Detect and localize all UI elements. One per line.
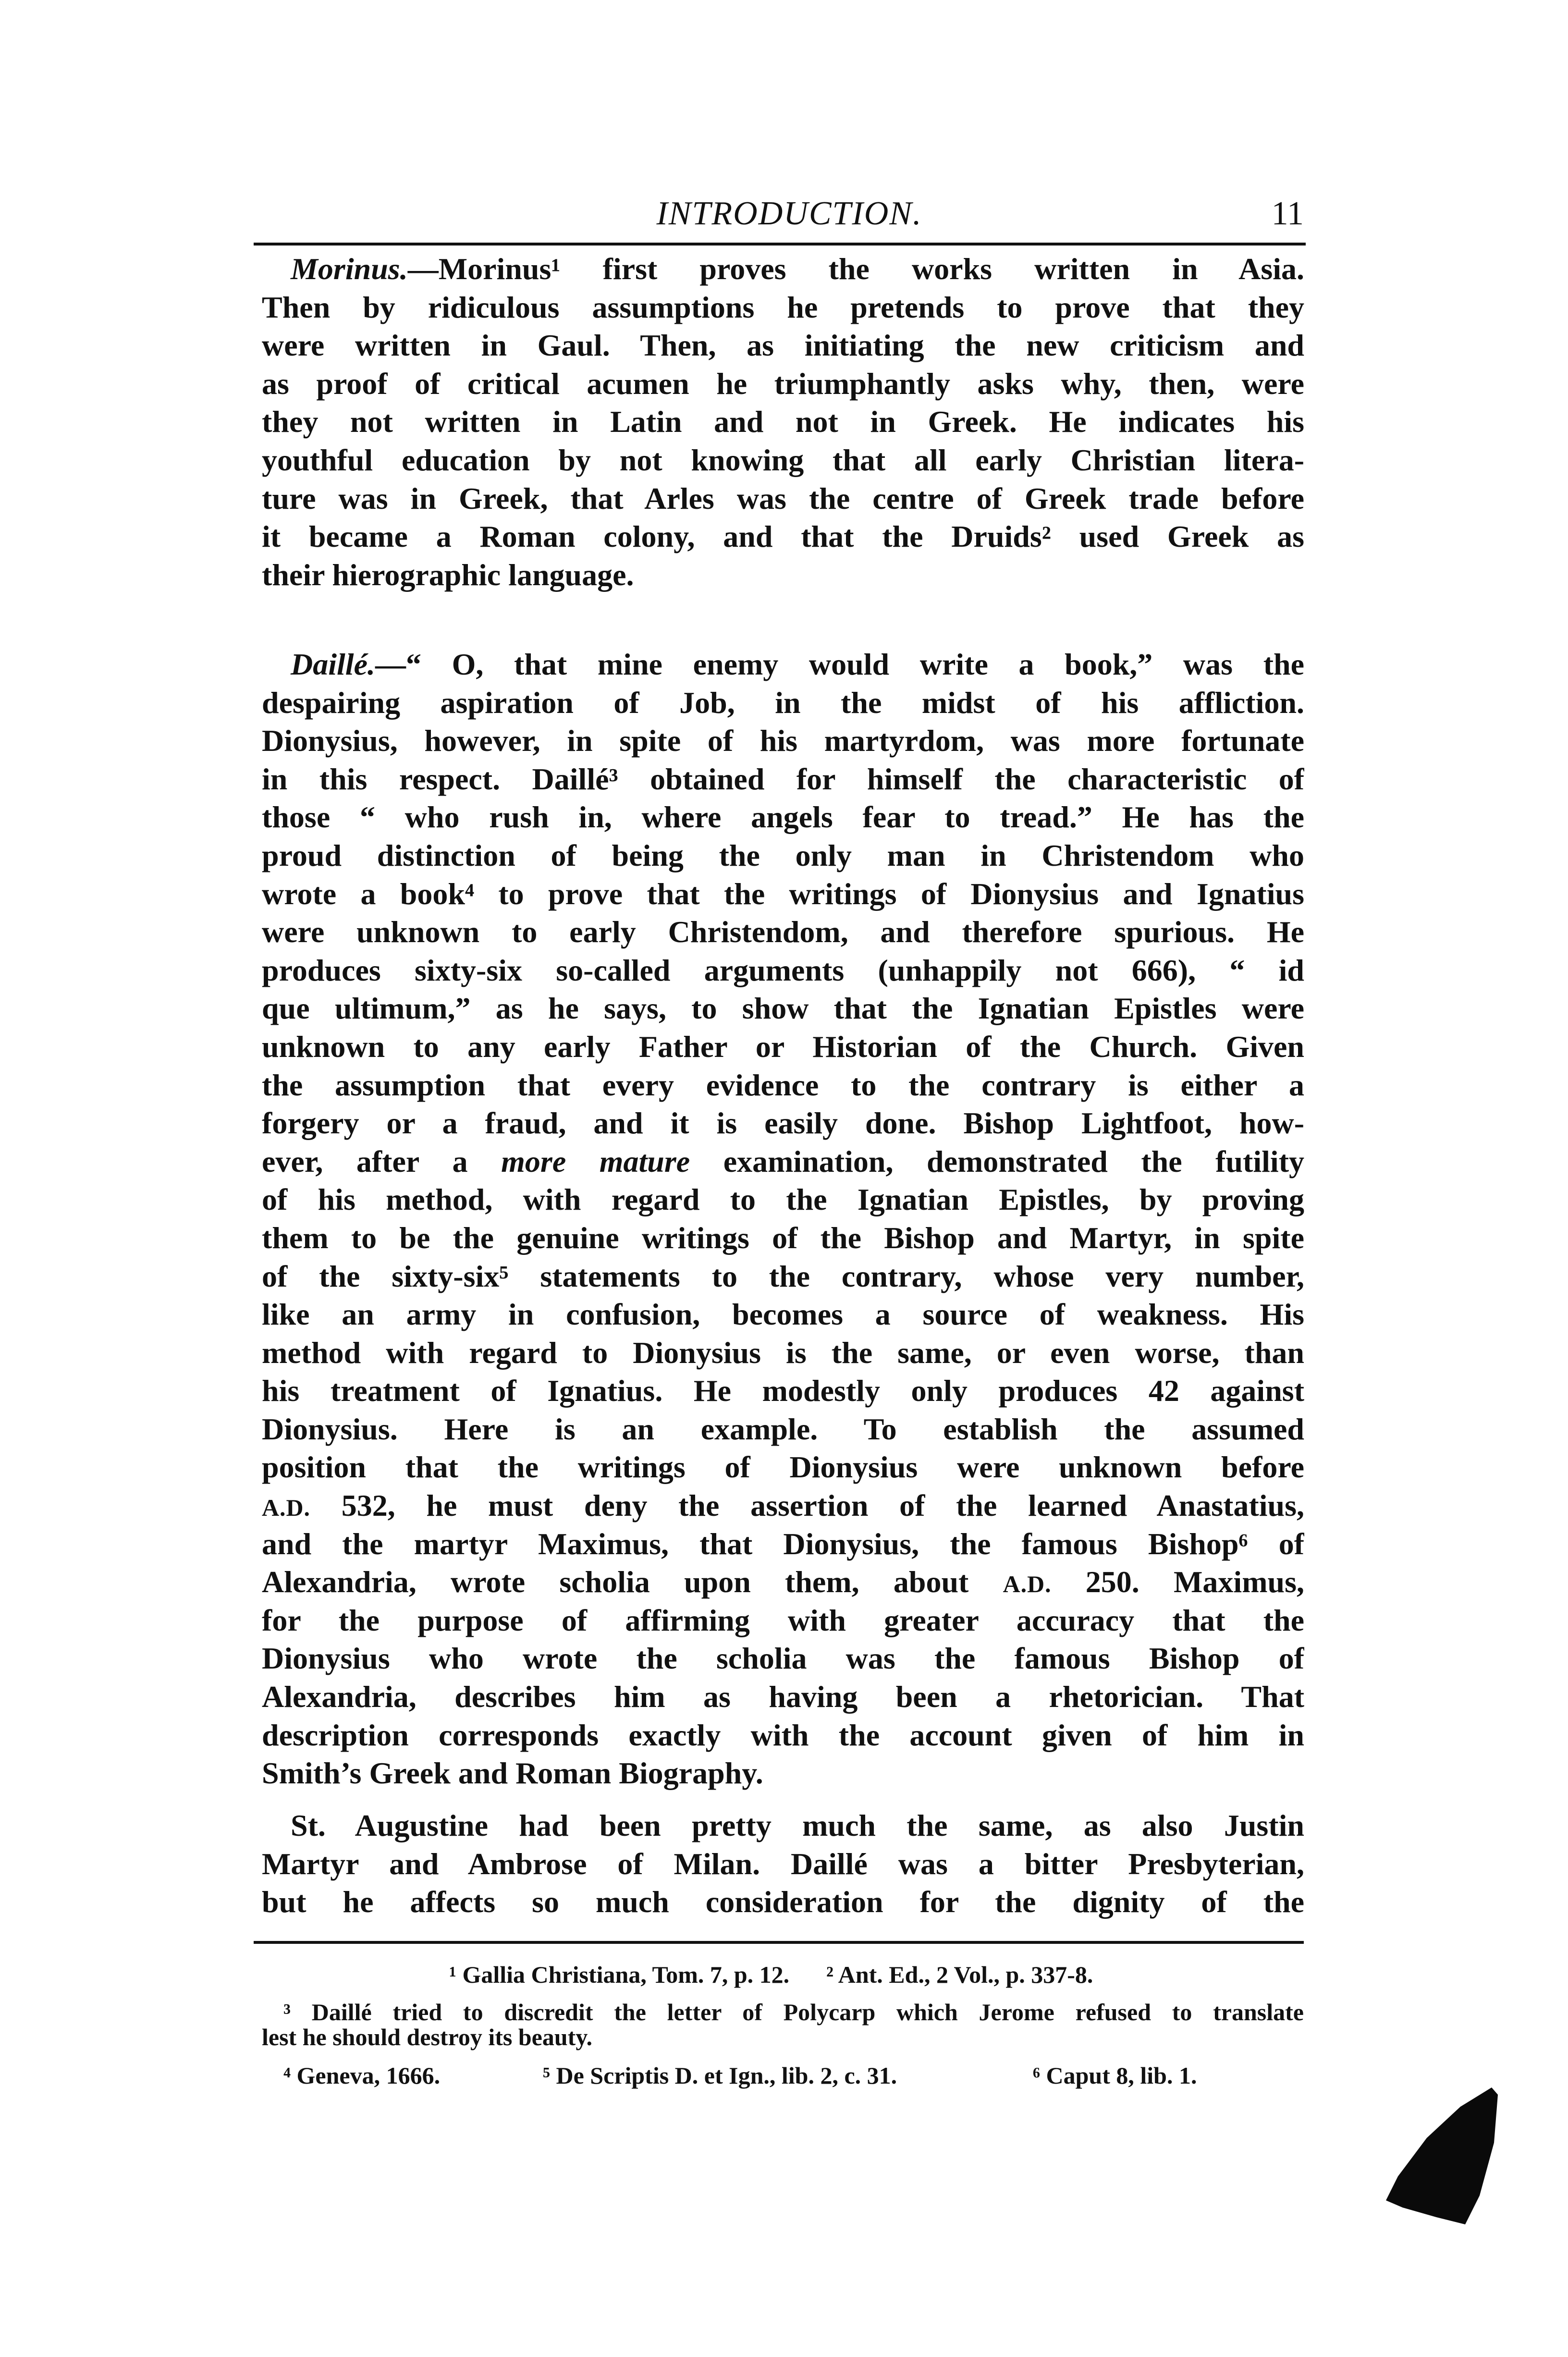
text-segment: of his method, with regard to the Ignatian Epistles, by proving xyxy=(262,1182,1304,1217)
text-segment: as proof of critical acumen he triumphantly asks why, then, were xyxy=(262,366,1304,401)
text-line xyxy=(262,288,1304,327)
text-line xyxy=(262,1486,1304,1525)
text-segment: Dionysius, however, in spite of his martyrdom, was more fortunate xyxy=(262,724,1304,758)
text-line xyxy=(262,326,1304,365)
text-segment: description corresponds exactly with the account given of him in xyxy=(262,1718,1304,1752)
text-line xyxy=(262,1219,1304,1257)
ink-smudge xyxy=(1384,2085,1499,2229)
text-line xyxy=(262,951,1304,990)
footnote-rule xyxy=(254,1941,1304,1944)
text-line xyxy=(262,1295,1304,1334)
text-line xyxy=(262,250,1304,288)
text-line xyxy=(262,645,1304,684)
footnote-1: ¹ Gallia Christiana, Tom. 7, p. 12. xyxy=(449,1961,790,1988)
text-line xyxy=(262,1563,1304,1601)
text-segment: que ultimum,” as he says, to show that the Ignatian Epistles were xyxy=(262,991,1304,1026)
text-segment: unknown to any early Father or Historian of the Church. Given xyxy=(262,1029,1304,1064)
italic-text: Morinus. xyxy=(291,252,408,286)
text-segment: examination, demonstrated the futility xyxy=(690,1144,1304,1178)
text-line xyxy=(262,365,1304,403)
text-segment: his treatment of Ignatius. He modestly only produces 42 against xyxy=(262,1374,1304,1408)
text-line xyxy=(262,875,1304,913)
text-segment: ture was in Greek, that Arles was the centre of Greek trade before xyxy=(262,481,1304,516)
text-segment: 532, he must deny the assertion of the learned Anastatius, xyxy=(310,1488,1304,1523)
text-line xyxy=(262,1754,1304,1792)
footnote-6: ⁶ Caput 8, lib. 1. xyxy=(1033,2062,1197,2089)
text-segment: and the martyr Maximus, that Dionysius, the famous Bishop⁶ of xyxy=(262,1526,1304,1561)
page-number: 11 xyxy=(1271,195,1304,232)
text-line xyxy=(262,760,1304,798)
text-segment: were written in Gaul. Then, as initiating the new criticism and xyxy=(262,328,1304,363)
text-line xyxy=(262,479,1304,518)
text-segment: but he affects so much consideration for the dignity of the xyxy=(262,1885,1304,1919)
footnote-4: ⁴ Geneva, 1666. xyxy=(283,2062,441,2089)
text-segment: Smith’s Greek and Roman Biography. xyxy=(262,1756,763,1791)
text-line xyxy=(262,1066,1304,1105)
text-segment: Alexandria, describes him as having been a rhetorician. That xyxy=(262,1680,1304,1714)
text-line xyxy=(262,1845,1304,1883)
text-segment: them to be the genuine writings of the Bishop and Martyr, in spite xyxy=(262,1220,1304,1255)
text-line xyxy=(262,1104,1304,1142)
text-segment: they not written in Latin and not in Greek. He indicates his xyxy=(262,405,1304,439)
text-segment: their hierographic language. xyxy=(262,557,634,592)
text-segment: St. Augustine had been pretty much the same, as also Justin xyxy=(291,1808,1304,1842)
footnote-3-line-2: lest he should destroy its beauty. xyxy=(262,2024,593,2050)
text-segment: in this respect. Daillé³ obtained for himself the characteristic of xyxy=(262,761,1304,796)
text-segment: proud distinction of being the only man in Christendom who xyxy=(262,838,1304,872)
text-segment: despairing aspiration of Job, in the midst of his affliction. xyxy=(262,685,1304,720)
text-segment: for the purpose of affirming with greater accuracy that the xyxy=(262,1603,1304,1637)
header-title: INTRODUCTION. xyxy=(656,195,922,232)
text-segment: youthful education by not knowing that all early Christian litera- xyxy=(262,442,1304,477)
text-line xyxy=(262,722,1304,760)
text-line xyxy=(262,1525,1304,1563)
text-line xyxy=(262,913,1304,951)
text-line xyxy=(262,403,1304,441)
text-line xyxy=(262,684,1304,722)
text-segment: produces sixty-six so-called arguments (unhappily not 666), “ id xyxy=(262,953,1304,987)
text-line xyxy=(262,1028,1304,1066)
text-line xyxy=(262,1601,1304,1640)
footnote-5: ⁵ De Scriptis D. et Ign., lib. 2, c. 31. xyxy=(543,2062,897,2089)
text-line xyxy=(262,1716,1304,1755)
text-segment: like an army in confusion, becomes a source of weakness. His xyxy=(262,1297,1304,1332)
text-segment: Dionysius who wrote the scholia was the famous Bishop of xyxy=(262,1641,1304,1676)
footnote-3-line-1: ³ Daillé tried to discredit the letter of Polycarp which Jerome refused to translate xyxy=(283,1999,1304,2026)
text-segment: Then by ridiculous assumptions he pretends to prove that they xyxy=(262,290,1304,324)
paragraph xyxy=(262,645,1304,1792)
text-segment: forgery or a fraud, and it is easily done. Bishop Lightfoot, how- xyxy=(262,1106,1304,1141)
text-line xyxy=(262,441,1304,479)
text-segment: position that the writings of Dionysius were unknown before xyxy=(262,1450,1304,1485)
text-line xyxy=(262,1806,1304,1845)
text-line xyxy=(262,1883,1304,1921)
text-line xyxy=(262,1257,1304,1296)
text-segment: it became a Roman colony, and that the Druids² used Greek as xyxy=(262,519,1304,554)
text-line xyxy=(262,798,1304,836)
text-segment: Martyr and Ambrose of Milan. Daillé was a bitter Presbyterian, xyxy=(262,1846,1304,1881)
text-line xyxy=(262,1372,1304,1410)
text-line xyxy=(262,1334,1304,1372)
text-segment: the assumption that every evidence to the contrary is either a xyxy=(262,1068,1304,1102)
text-line xyxy=(262,989,1304,1028)
text-line xyxy=(262,1180,1304,1219)
text-segment: Dionysius. Here is an example. To establish the assumed xyxy=(262,1412,1304,1446)
text-line xyxy=(262,1410,1304,1449)
text-segment: —Morinus¹ first proves the works written in Asia. xyxy=(407,252,1304,286)
text-segment: Alexandria, wrote scholia upon them, about xyxy=(262,1565,1003,1599)
text-segment: wrote a book⁴ to prove that the writings of Dionysius and Ignatius xyxy=(262,876,1304,911)
text-line xyxy=(262,1678,1304,1716)
text-line xyxy=(262,836,1304,875)
text-line xyxy=(262,517,1304,556)
text-line xyxy=(262,1639,1304,1678)
text-segment: —“ O, that mine enemy would write a book,” was the xyxy=(375,647,1304,681)
text-segment: were unknown to early Christendom, and therefore spurious. He xyxy=(262,915,1304,949)
italic-text: more mature xyxy=(501,1144,690,1178)
text-segment: of the sixty-six⁵ statements to the contrary, whose very number, xyxy=(262,1259,1304,1293)
text-segment: those “ who rush in, where angels fear to tread.” He has the xyxy=(262,800,1304,835)
text-segment: ever, after a xyxy=(262,1144,502,1178)
text-line xyxy=(262,1142,1304,1181)
header-rule xyxy=(254,243,1306,246)
italic-text: Daillé. xyxy=(291,647,375,681)
footnote-2: ² Ant. Ed., 2 Vol., p. 337-8. xyxy=(826,1961,1093,1988)
text-segment: A.D. xyxy=(1003,1571,1052,1598)
paragraph xyxy=(262,1806,1304,1921)
text-segment: A.D. xyxy=(262,1495,311,1522)
text-segment: method with regard to Dionysius is the same, or even worse, than xyxy=(262,1335,1304,1370)
text-segment: 250. Maximus, xyxy=(1051,1565,1304,1599)
text-line xyxy=(262,1448,1304,1486)
paragraph xyxy=(262,250,1304,594)
text-line xyxy=(262,556,1304,594)
